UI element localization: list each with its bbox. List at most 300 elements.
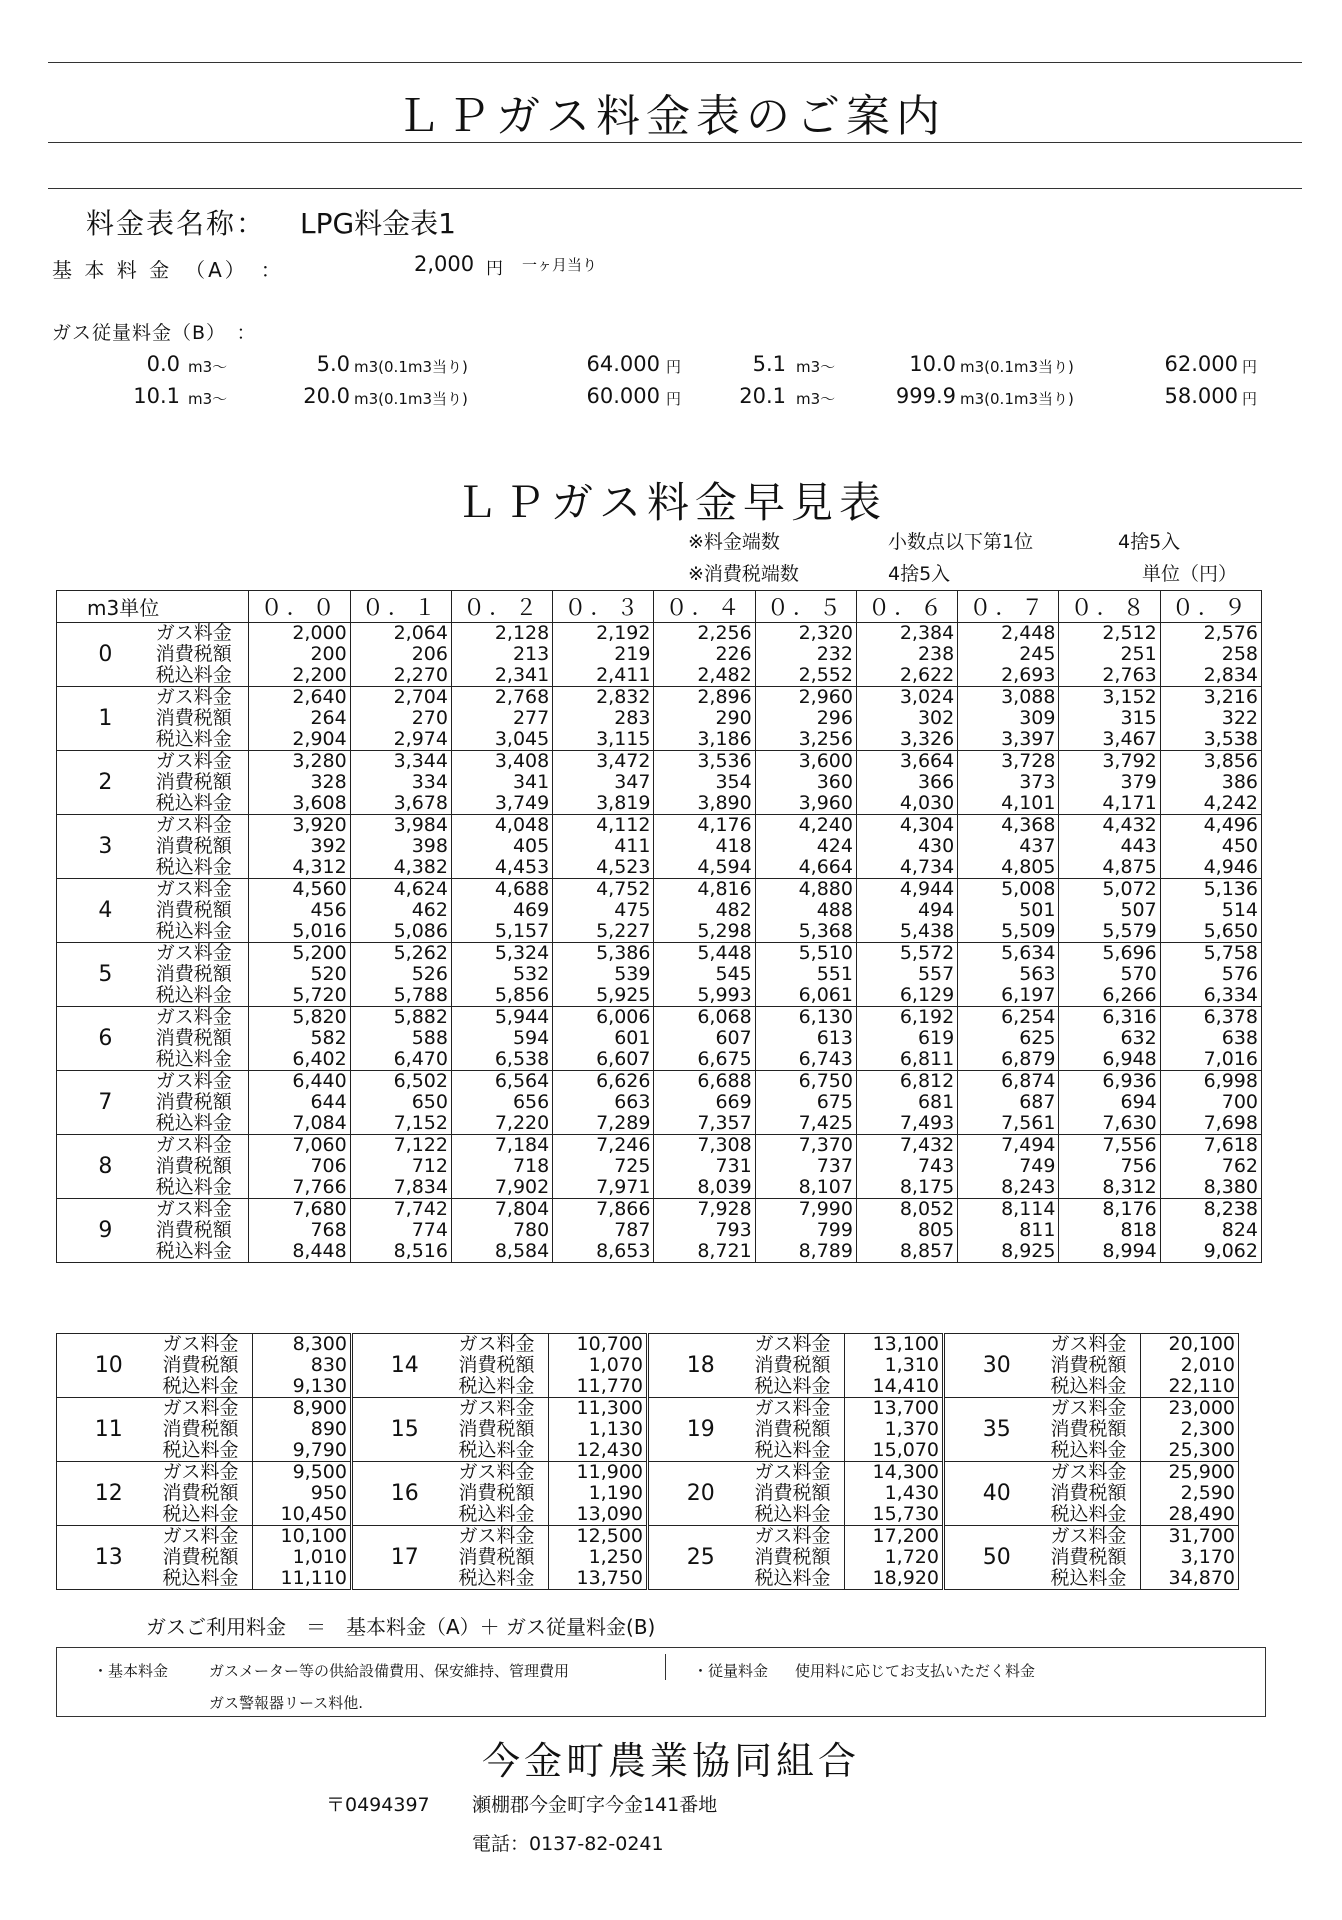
cell-total: 4,030 — [899, 792, 955, 814]
cell-total: 8,721 — [697, 1240, 752, 1262]
table-cell — [755, 943, 856, 1007]
row-m3-header: 3 — [57, 815, 154, 879]
cell-total: 8,789 — [798, 1240, 853, 1262]
row-m3-header: 8 — [57, 1135, 154, 1199]
row-label: 消費税額 — [754, 1482, 831, 1504]
cell-gas: 6,502 — [393, 1070, 448, 1092]
cell-gas: 7,432 — [899, 1134, 955, 1156]
tier-from: 20.1 — [739, 384, 786, 408]
row-label: ガス料金 — [155, 1006, 232, 1028]
cell-gas: 6,192 — [899, 1006, 955, 1028]
row-label: 税込料金 — [458, 1375, 535, 1397]
cell-gas: 5,572 — [899, 942, 955, 964]
table-cell — [1059, 879, 1160, 943]
cell-tax: 1,250 — [588, 1546, 643, 1568]
cell-gas: 4,112 — [596, 814, 651, 836]
table-cell — [549, 1334, 647, 1398]
row-label: 税込料金 — [754, 1375, 831, 1397]
row-label: ガス料金 — [1050, 1461, 1127, 1483]
cell-gas: 7,680 — [292, 1198, 347, 1220]
table-cell — [654, 623, 755, 687]
row-label: 消費税額 — [155, 899, 232, 921]
table-cell — [958, 751, 1059, 815]
note-basic-label: ・基本料金 — [93, 1662, 169, 1680]
table-cell — [654, 687, 755, 751]
cell-gas: 10,700 — [576, 1333, 643, 1355]
row-label: 税込料金 — [155, 856, 232, 878]
cell-gas: 8,900 — [292, 1397, 347, 1419]
cell-gas: 4,432 — [1102, 814, 1157, 836]
cell-total: 4,875 — [1102, 856, 1157, 878]
table-cell — [856, 751, 957, 815]
cell-tax: 392 — [310, 835, 347, 857]
cell-tax: 644 — [310, 1091, 347, 1113]
row-labels — [1049, 1462, 1141, 1526]
cell-tax: 706 — [310, 1155, 347, 1177]
cell-tax: 950 — [310, 1482, 347, 1504]
row-label: ガス料金 — [754, 1525, 831, 1547]
row-labels — [1049, 1526, 1141, 1590]
row-label: ガス料金 — [155, 1070, 232, 1092]
row-label: ガス料金 — [458, 1525, 535, 1547]
row-m3-header: 6 — [57, 1007, 154, 1071]
cell-gas: 7,060 — [292, 1134, 347, 1156]
table-header-row — [57, 591, 1262, 623]
row-labels — [753, 1526, 845, 1590]
cell-tax: 245 — [1019, 643, 1056, 665]
cell-total: 5,579 — [1102, 920, 1157, 942]
cell-total: 7,493 — [899, 1112, 955, 1134]
table-cell — [451, 751, 552, 815]
cell-tax: 588 — [411, 1027, 448, 1049]
column-header: ０．０ — [249, 591, 350, 623]
table-cell — [1141, 1462, 1239, 1526]
column-header: ０．４ — [654, 591, 755, 623]
cell-tax: 700 — [1221, 1091, 1258, 1113]
cell-total: 2,482 — [697, 664, 752, 686]
table-cell — [1059, 687, 1160, 751]
row-label: ガス料金 — [162, 1333, 239, 1355]
row-m3-header: 4 — [57, 879, 154, 943]
cell-gas: 5,882 — [393, 1006, 448, 1028]
row-label: 消費税額 — [155, 707, 232, 729]
row-m3-header: 1 — [57, 687, 154, 751]
table-cell — [1141, 1334, 1239, 1398]
cell-total: 5,227 — [596, 920, 651, 942]
cell-gas: 8,176 — [1102, 1198, 1157, 1220]
row-label: 税込料金 — [1050, 1503, 1127, 1525]
cell-gas: 2,128 — [494, 622, 550, 644]
cell-tax: 277 — [512, 707, 550, 729]
cell-gas: 2,512 — [1102, 622, 1157, 644]
row-label: 税込料金 — [1050, 1375, 1127, 1397]
table-cell — [350, 1135, 451, 1199]
cell-total: 3,819 — [596, 792, 651, 814]
cell-total: 3,186 — [697, 728, 752, 750]
row-label: ガス料金 — [1050, 1333, 1127, 1355]
cell-total: 2,270 — [393, 664, 448, 686]
basic-fee-unit: 円 — [486, 259, 503, 279]
table-cell — [654, 1135, 755, 1199]
cell-tax: 450 — [1221, 835, 1258, 857]
row-label: ガス料金 — [458, 1461, 535, 1483]
cell-gas: 9,500 — [292, 1461, 347, 1483]
note-basic-text-2: ガス警報器リース料他. — [209, 1694, 364, 1712]
table-cell — [1141, 1526, 1239, 1590]
table-row — [57, 751, 1262, 815]
cell-total: 3,115 — [596, 728, 651, 750]
cell-tax: 1,010 — [292, 1546, 347, 1568]
row-label: ガス料金 — [155, 942, 232, 964]
column-header: ０．９ — [1160, 591, 1261, 623]
cell-total: 5,016 — [292, 920, 347, 942]
table-cell — [958, 879, 1059, 943]
table-cell — [654, 751, 755, 815]
cell-tax: 669 — [715, 1091, 752, 1113]
large-volume-group — [648, 1333, 943, 1590]
row-labels — [161, 1462, 253, 1526]
cell-total: 15,730 — [872, 1503, 939, 1525]
cell-tax: 656 — [512, 1091, 550, 1113]
row-label: 消費税額 — [162, 1546, 239, 1568]
cell-total: 8,175 — [899, 1176, 955, 1198]
row-label: 消費税額 — [458, 1482, 535, 1504]
table-cell — [856, 943, 957, 1007]
cell-total: 3,538 — [1203, 728, 1258, 750]
cell-total: 4,171 — [1102, 792, 1157, 814]
title-rule — [48, 142, 1302, 143]
table-cell — [451, 623, 552, 687]
basic-fee-label: 基 本 料 金 （A） ： — [52, 258, 284, 282]
row-label: ガス料金 — [458, 1333, 535, 1355]
row-m3-header: 35 — [945, 1398, 1049, 1462]
table-row — [353, 1462, 647, 1526]
cell-total: 8,516 — [393, 1240, 448, 1262]
table-cell — [1160, 943, 1261, 1007]
table-row — [57, 1334, 351, 1398]
cell-total: 5,438 — [899, 920, 955, 942]
row-labels — [457, 1398, 549, 1462]
table-cell — [1160, 1199, 1261, 1263]
cell-total: 18,920 — [872, 1567, 939, 1589]
table-cell — [1160, 687, 1261, 751]
cell-gas: 6,936 — [1102, 1070, 1157, 1092]
cell-total: 5,086 — [393, 920, 448, 942]
cell-total: 5,650 — [1203, 920, 1258, 942]
cell-tax: 830 — [310, 1354, 347, 1376]
cell-tax: 563 — [1019, 963, 1056, 985]
cell-gas: 2,832 — [596, 686, 651, 708]
column-header: ０．７ — [958, 591, 1059, 623]
table-cell — [350, 879, 451, 943]
cell-tax: 213 — [512, 643, 550, 665]
cell-total: 3,045 — [494, 728, 550, 750]
cell-gas: 5,696 — [1102, 942, 1157, 964]
cell-total: 11,110 — [280, 1567, 347, 1589]
row-label: 消費税額 — [162, 1418, 239, 1440]
table-row — [945, 1526, 1239, 1590]
cell-total: 2,904 — [292, 728, 347, 750]
table-row — [649, 1526, 943, 1590]
cell-gas: 2,192 — [596, 622, 651, 644]
table-cell — [549, 1526, 647, 1590]
cell-tax: 360 — [816, 771, 853, 793]
cell-tax: 373 — [1019, 771, 1056, 793]
table-cell — [1160, 815, 1261, 879]
cell-tax: 774 — [411, 1219, 448, 1241]
cell-total: 8,039 — [697, 1176, 752, 1198]
cell-tax: 264 — [310, 707, 347, 729]
cell-total: 6,266 — [1102, 984, 1157, 1006]
cell-tax: 687 — [1019, 1091, 1056, 1113]
cell-tax: 226 — [715, 643, 752, 665]
table-cell — [654, 815, 755, 879]
cell-tax: 570 — [1120, 963, 1157, 985]
cell-tax: 1,130 — [588, 1418, 643, 1440]
tier-to: 10.0 — [909, 352, 956, 376]
table-cell — [549, 1398, 647, 1462]
usage-fee-label: ガス従量料金（B） ： — [52, 322, 257, 344]
table-cell — [249, 1199, 350, 1263]
row-label: 消費税額 — [162, 1354, 239, 1376]
cell-tax: 1,430 — [884, 1482, 939, 1504]
table-row — [57, 623, 1262, 687]
table-cell — [856, 1135, 957, 1199]
cell-tax: 1,310 — [884, 1354, 939, 1376]
row-labels — [161, 1334, 253, 1398]
row-m3-header: 7 — [57, 1071, 154, 1135]
row-label: 税込料金 — [162, 1439, 239, 1461]
row-label: ガス料金 — [458, 1397, 535, 1419]
cell-gas: 7,370 — [798, 1134, 853, 1156]
row-label: ガス料金 — [155, 686, 232, 708]
table-cell — [553, 943, 654, 1007]
cell-total: 5,368 — [798, 920, 853, 942]
row-m3-header: 40 — [945, 1462, 1049, 1526]
cell-total: 4,101 — [1001, 792, 1056, 814]
cell-tax: 251 — [1120, 643, 1157, 665]
cell-total: 4,946 — [1203, 856, 1258, 878]
cell-tax: 443 — [1120, 835, 1157, 857]
row-label: 税込料金 — [155, 1240, 232, 1262]
cell-total: 2,834 — [1203, 664, 1258, 686]
cell-gas: 4,880 — [798, 878, 853, 900]
cell-gas: 3,984 — [393, 814, 448, 836]
cell-gas: 3,536 — [697, 750, 752, 772]
table-cell — [451, 687, 552, 751]
cell-tax: 386 — [1221, 771, 1258, 793]
row-m3-header: 12 — [57, 1462, 161, 1526]
cell-gas: 20,100 — [1168, 1333, 1235, 1355]
cell-gas: 7,928 — [697, 1198, 752, 1220]
cell-total: 6,061 — [798, 984, 853, 1006]
top-rule — [48, 62, 1302, 63]
cell-tax: 469 — [512, 899, 550, 921]
table-cell — [958, 1135, 1059, 1199]
cell-tax: 462 — [411, 899, 448, 921]
cell-gas: 3,024 — [899, 686, 955, 708]
cell-total: 8,857 — [899, 1240, 955, 1262]
table-row — [57, 1526, 351, 1590]
table-cell — [755, 687, 856, 751]
row-label: 消費税額 — [155, 835, 232, 857]
table-cell — [350, 1071, 451, 1135]
cell-total: 4,594 — [697, 856, 752, 878]
cell-gas: 7,618 — [1203, 1134, 1258, 1156]
cell-total: 4,664 — [798, 856, 853, 878]
cell-tax: 328 — [310, 771, 347, 793]
cell-tax: 557 — [917, 963, 955, 985]
cell-total: 28,490 — [1168, 1503, 1235, 1525]
table-cell — [958, 1199, 1059, 1263]
cell-total: 8,584 — [494, 1240, 550, 1262]
column-header: ０．８ — [1059, 591, 1160, 623]
row-label: 消費税額 — [458, 1418, 535, 1440]
table-cell — [1059, 751, 1160, 815]
cell-tax: 545 — [715, 963, 752, 985]
cell-tax: 582 — [310, 1027, 347, 1049]
row-label: 消費税額 — [155, 963, 232, 985]
cell-gas: 6,688 — [697, 1070, 752, 1092]
table-row — [57, 687, 1262, 751]
row-m3-header: 10 — [57, 1334, 161, 1398]
row-m3-header: 9 — [57, 1199, 154, 1263]
cell-tax: 780 — [512, 1219, 550, 1241]
row-label: 消費税額 — [1050, 1354, 1127, 1376]
row-label: 消費税額 — [458, 1546, 535, 1568]
cell-tax: 824 — [1221, 1219, 1258, 1241]
table-cell — [451, 1007, 552, 1071]
column-header: ０．３ — [553, 591, 654, 623]
cell-gas: 2,256 — [697, 622, 752, 644]
row-label: 税込料金 — [754, 1567, 831, 1589]
cell-gas: 3,920 — [292, 814, 347, 836]
tax-rounding-note-value: 4捨5入 — [888, 563, 951, 585]
row-labels — [154, 623, 249, 687]
table-cell — [549, 1462, 647, 1526]
table-cell — [249, 815, 350, 879]
cell-total: 4,734 — [899, 856, 955, 878]
row-label: ガス料金 — [1050, 1397, 1127, 1419]
cell-tax: 514 — [1221, 899, 1258, 921]
cell-tax: 576 — [1221, 963, 1258, 985]
cell-gas: 7,494 — [1001, 1134, 1056, 1156]
cell-gas: 3,728 — [1001, 750, 1056, 772]
row-m3-header: 25 — [649, 1526, 753, 1590]
table-cell — [845, 1526, 943, 1590]
cell-tax: 601 — [614, 1027, 651, 1049]
cell-tax: 756 — [1120, 1155, 1157, 1177]
cell-gas: 6,254 — [1001, 1006, 1056, 1028]
cell-total: 7,630 — [1102, 1112, 1157, 1134]
cell-tax: 681 — [917, 1091, 955, 1113]
tier-price-unit: 円 — [666, 390, 682, 408]
table-row — [57, 815, 1262, 879]
cell-total: 5,720 — [292, 984, 347, 1006]
cell-total: 7,289 — [596, 1112, 651, 1134]
cell-total: 4,242 — [1203, 792, 1258, 814]
tier-to-unit: m3(0.1m3当り) — [354, 358, 468, 376]
note-usage-label: ・従量料金 — [693, 1662, 769, 1680]
cell-total: 7,766 — [292, 1176, 347, 1198]
cell-gas: 5,758 — [1203, 942, 1258, 964]
table-cell — [1059, 1135, 1160, 1199]
row-label: ガス料金 — [1050, 1525, 1127, 1547]
cell-total: 6,538 — [494, 1048, 550, 1070]
cell-gas: 23,000 — [1168, 1397, 1235, 1419]
cell-tax: 737 — [816, 1155, 853, 1177]
cell-tax: 232 — [816, 643, 853, 665]
row-label: 税込料金 — [162, 1503, 239, 1525]
cell-gas: 11,900 — [576, 1461, 643, 1483]
table-cell — [1160, 879, 1261, 943]
cell-gas: 2,384 — [899, 622, 955, 644]
cell-total: 5,298 — [697, 920, 752, 942]
row-label: 税込料金 — [155, 664, 232, 686]
row-label: 税込料金 — [155, 1048, 232, 1070]
row-label: ガス料金 — [155, 622, 232, 644]
cell-gas: 7,804 — [494, 1198, 550, 1220]
table-cell — [958, 1071, 1059, 1135]
tier-from: 10.1 — [133, 384, 180, 408]
cell-tax: 2,300 — [1180, 1418, 1235, 1440]
cell-gas: 6,130 — [798, 1006, 853, 1028]
large-volume-group — [944, 1333, 1239, 1590]
cell-tax: 594 — [512, 1027, 550, 1049]
cell-gas: 13,100 — [872, 1333, 939, 1355]
column-header: ０．５ — [755, 591, 856, 623]
table-row — [57, 943, 1262, 1007]
cell-tax: 411 — [614, 835, 651, 857]
row-label: 消費税額 — [458, 1354, 535, 1376]
table-cell — [654, 943, 755, 1007]
cell-total: 13,750 — [576, 1567, 643, 1589]
cell-tax: 712 — [411, 1155, 448, 1177]
cell-total: 7,698 — [1203, 1112, 1258, 1134]
cell-gas: 25,900 — [1168, 1461, 1235, 1483]
cell-gas: 2,896 — [697, 686, 752, 708]
row-labels — [457, 1334, 549, 1398]
table-cell — [350, 943, 451, 1007]
cell-gas: 4,176 — [697, 814, 752, 836]
row-labels — [154, 751, 249, 815]
table-cell — [249, 879, 350, 943]
cell-tax: 811 — [1019, 1219, 1056, 1241]
row-label: ガス料金 — [155, 814, 232, 836]
cell-gas: 6,006 — [596, 1006, 651, 1028]
cell-total: 25,300 — [1168, 1439, 1235, 1461]
table-cell — [845, 1398, 943, 1462]
row-labels — [154, 1135, 249, 1199]
cell-tax: 270 — [411, 707, 448, 729]
cell-tax: 3,170 — [1180, 1546, 1235, 1568]
table-cell — [654, 1199, 755, 1263]
table-cell — [856, 687, 957, 751]
tier-from-unit: m3〜 — [188, 358, 228, 376]
table-cell — [1141, 1398, 1239, 1462]
cell-total: 3,256 — [798, 728, 853, 750]
cell-gas: 5,510 — [798, 942, 853, 964]
cell-tax: 805 — [917, 1219, 955, 1241]
cell-tax: 219 — [614, 643, 651, 665]
cell-gas: 3,600 — [798, 750, 853, 772]
cell-tax: 890 — [310, 1418, 347, 1440]
tier-to: 20.0 — [303, 384, 350, 408]
table-cell — [1160, 623, 1261, 687]
cell-tax: 613 — [816, 1027, 853, 1049]
cell-gas: 5,944 — [494, 1006, 550, 1028]
cell-gas: 3,152 — [1102, 686, 1157, 708]
